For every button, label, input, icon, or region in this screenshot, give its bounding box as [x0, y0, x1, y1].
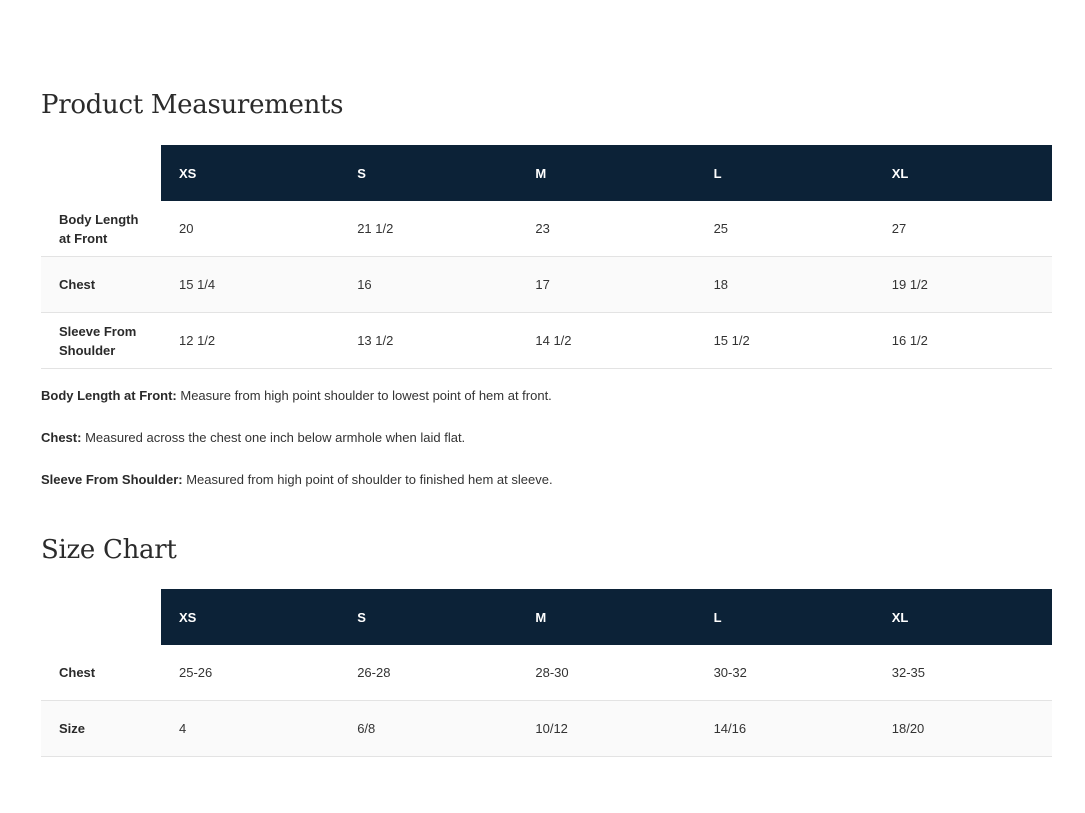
table-cell: 25-26 — [161, 645, 339, 701]
table-cell: 21 1/2 — [339, 201, 517, 257]
table-cell: 19 1/2 — [874, 257, 1052, 313]
note-term: Body Length at Front: — [41, 388, 177, 403]
measurements-header-xl: XL — [874, 145, 1052, 201]
row-label-line: Sleeve From — [59, 323, 137, 339]
size-chart-header-blank — [41, 589, 161, 645]
table-cell: 28-30 — [517, 645, 695, 701]
size-chart-header-xs: XS — [161, 589, 339, 645]
row-label-chest: Chest — [41, 257, 161, 313]
size-chart-header-xl: XL — [874, 589, 1052, 645]
table-cell: 27 — [874, 201, 1052, 257]
size-chart-header-s: S — [339, 589, 517, 645]
row-label-body-length — [41, 201, 161, 257]
size-chart-header-m: M — [517, 589, 695, 645]
table-cell: 13 1/2 — [339, 313, 517, 369]
row-label-sleeve — [41, 313, 161, 369]
table-cell: 14 1/2 — [517, 313, 695, 369]
table-row — [41, 645, 1052, 701]
table-cell: 12 1/2 — [161, 313, 339, 369]
note-text: Measured across the chest one inch below armhole when laid flat. — [81, 430, 466, 445]
measurements-header-l: L — [696, 145, 874, 201]
note-term: Sleeve From Shoulder: — [41, 472, 183, 487]
table-cell: 18 — [696, 257, 874, 313]
table-cell: 15 1/4 — [161, 257, 339, 313]
table-cell: 30-32 — [696, 645, 874, 701]
table-cell: 6/8 — [339, 701, 517, 757]
measurements-header-blank — [41, 145, 161, 201]
note-term: Chest: — [41, 430, 82, 445]
table-cell: 16 1/2 — [874, 313, 1052, 369]
table-cell: 4 — [161, 701, 339, 757]
table-row — [41, 257, 1052, 313]
row-label-chest: Chest — [41, 645, 161, 701]
table-row — [41, 201, 1052, 257]
table-row — [41, 701, 1052, 757]
table-cell: 25 — [696, 201, 874, 257]
note-chest — [41, 430, 1041, 472]
measurements-title: Product Measurements — [41, 90, 344, 120]
measurements-table — [41, 145, 1052, 369]
measurements-header-s: S — [339, 145, 517, 201]
measurements-header-m: M — [517, 145, 695, 201]
table-cell: 20 — [161, 201, 339, 257]
note-text: Measure from high point shoulder to lowest point of hem at front. — [176, 388, 552, 403]
table-cell: 32-35 — [874, 645, 1052, 701]
table-cell: 16 — [339, 257, 517, 313]
measurements-header-row — [41, 145, 1052, 201]
note-sleeve — [41, 472, 1041, 514]
table-cell: 26-28 — [339, 645, 517, 701]
size-chart-title: Size Chart — [41, 535, 177, 565]
note-body-length — [41, 388, 1041, 430]
row-label-line: at Front — [59, 230, 108, 246]
table-cell: 17 — [517, 257, 695, 313]
row-label-size: Size — [41, 701, 161, 757]
table-cell: 23 — [517, 201, 695, 257]
note-text: Measured from high point of shoulder to finished hem at sleeve. — [182, 472, 553, 487]
table-cell: 18/20 — [874, 701, 1052, 757]
size-chart-header-l: L — [696, 589, 874, 645]
size-chart-header-row — [41, 589, 1052, 645]
measurement-notes — [41, 388, 1041, 514]
table-cell: 14/16 — [696, 701, 874, 757]
row-label-line: Body Length — [59, 211, 139, 227]
measurements-header-xs: XS — [161, 145, 339, 201]
table-cell: 10/12 — [517, 701, 695, 757]
table-row — [41, 313, 1052, 369]
table-cell: 15 1/2 — [696, 313, 874, 369]
size-chart-table — [41, 589, 1052, 757]
row-label-line: Shoulder — [59, 342, 116, 358]
